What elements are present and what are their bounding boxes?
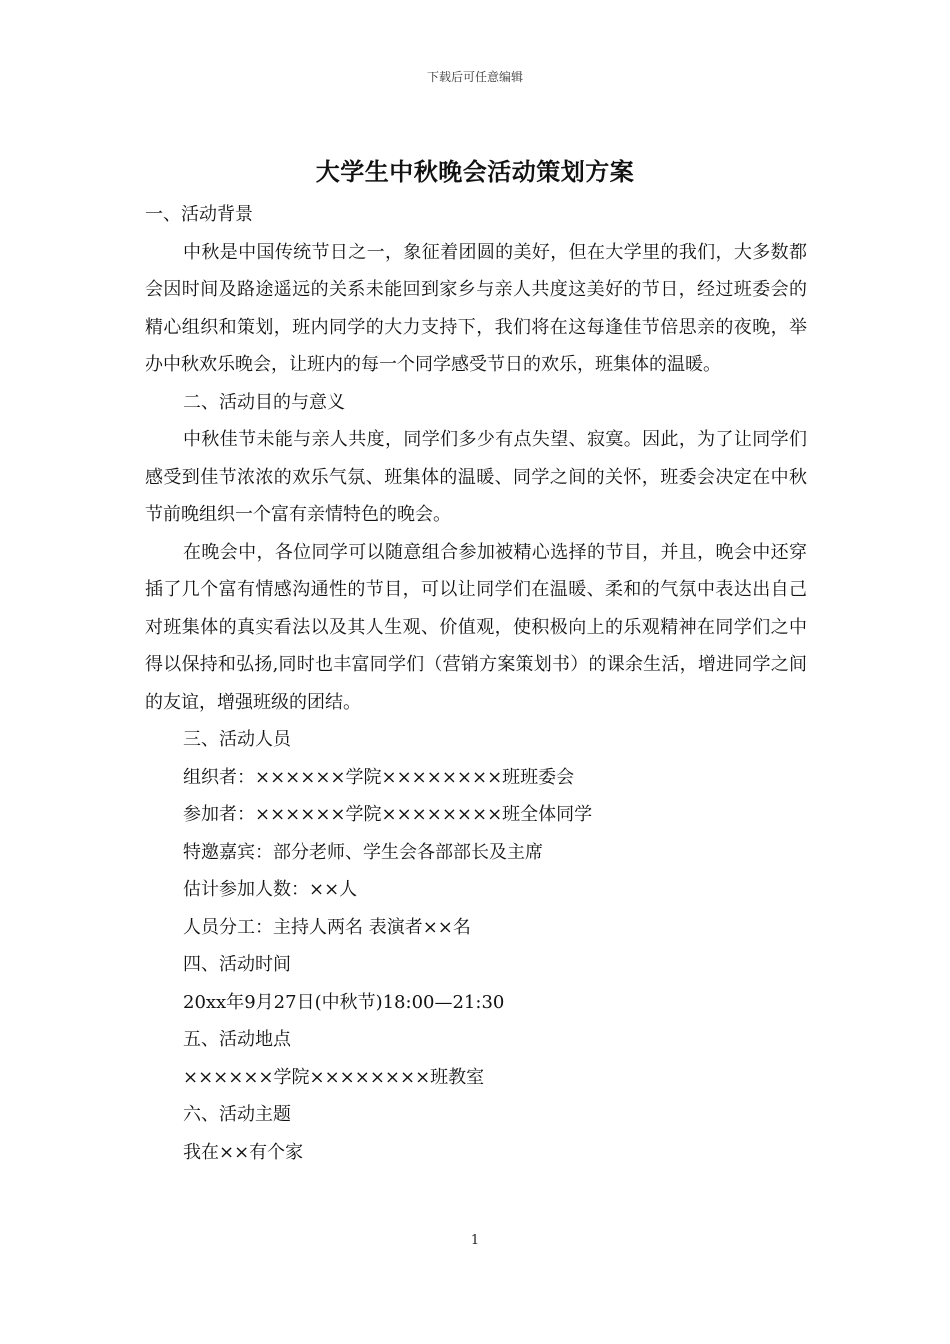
line-guests: 特邀嘉宾：部分老师、学生会各部部长及主席 xyxy=(183,841,543,863)
section-heading-people: 三、活动人员 xyxy=(183,729,291,750)
line-roles: 人员分工：主持人两名 表演者××名 xyxy=(183,916,471,938)
section-heading-purpose: 二、活动目的与意义 xyxy=(183,391,345,413)
line-participants: 参加者：××××××学院××××××××班全体同学 xyxy=(183,804,593,825)
page-number: 1 xyxy=(470,1233,480,1248)
section-heading-background: 一、活动背景 xyxy=(145,204,253,225)
line-theme: 我在××有个家 xyxy=(183,1141,304,1163)
paragraph-background: 中秋是中国传统节日之一，象征着团圆的美好，但在大学里的我们，大多数都会因时间及路途遥远的关系未能回到家乡与亲人共度这美好的节日，经过班委会的精心组织和策划，班内同学的大力支持下，我们将在这每逢佳节倍思亲的夜晚，举办中秋欢乐晚会，让班内的每一个同学感受节日的欢乐，班集体的温暖。 xyxy=(145,241,807,375)
document-body xyxy=(145,196,807,1171)
line-organizer: 组织者：××××××学院××××××××班班委会 xyxy=(183,766,575,788)
section-heading-time: 四、活动时间 xyxy=(183,954,291,975)
line-place: ××××××学院××××××××班教室 xyxy=(183,1066,485,1088)
header-note: 下载后可任意编辑 xyxy=(426,70,523,84)
section-heading-place: 五、活动地点 xyxy=(183,1029,291,1050)
document-title: 大学生中秋晚会活动策划方案 xyxy=(315,157,635,186)
line-time: 20xx年9月27日(中秋节)18:00—21:30 xyxy=(183,991,505,1013)
paragraph-purpose-1: 中秋佳节未能与亲人共度，同学们多少有点失望、寂寞。因此，为了让同学们感受到佳节浓浓的欢乐气氛、班集体的温暖、同学之间的关怀，班委会决定在中秋节前晚组织一个富有亲情特色的晚会。 xyxy=(145,429,807,525)
section-heading-theme: 六、活动主题 xyxy=(183,1104,291,1125)
paragraph-purpose-2: 在晚会中，各位同学可以随意组合参加被精心选择的节目，并且，晚会中还穿插了几个富有情感沟通性的节目，可以让同学们在温暖、柔和的气氛中表达出自己对班集体的真实看法以及其人生观、价值观，使积极向上的乐观精神在同学们之中得以保持和弘扬,同时也丰富同学们（营销方案策划书）的课余生活，增进同学之间的友谊，增强班级的团结。 xyxy=(145,541,807,713)
line-count: 估计参加人数：××人 xyxy=(183,879,358,900)
